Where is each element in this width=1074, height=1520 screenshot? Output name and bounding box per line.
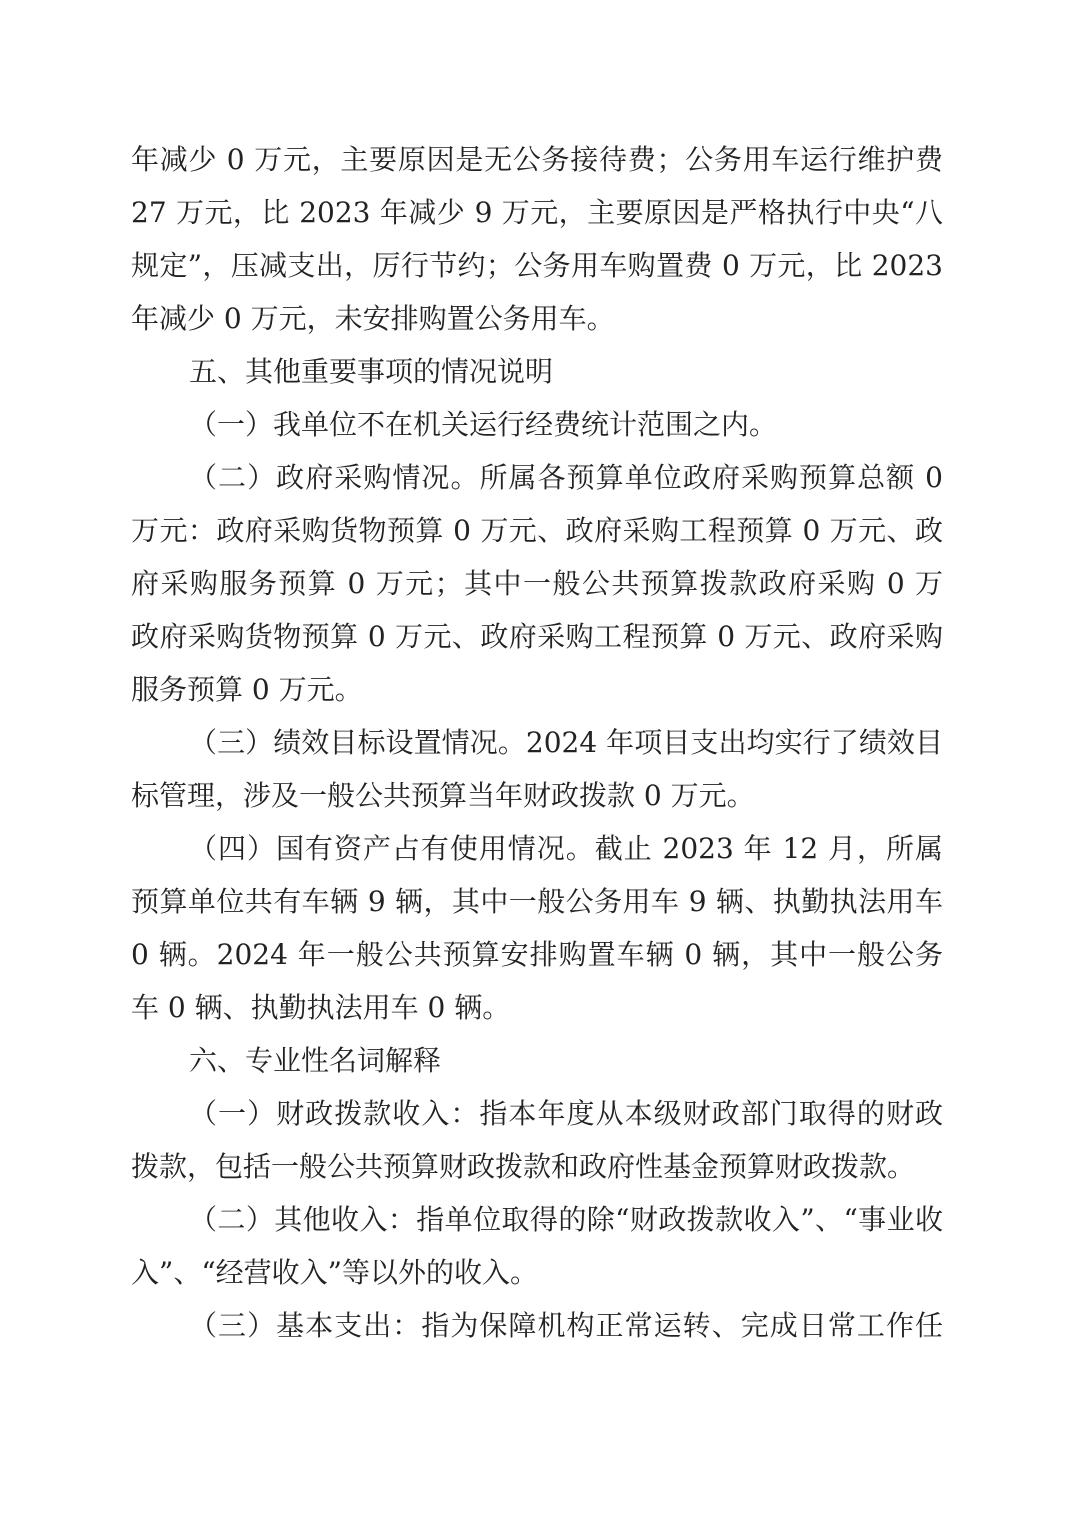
paragraph-fiscal-appropriation-income (131, 1087, 943, 1193)
text-line: （二）其他收入：指单位取得的除“财政拨款收入”、“事业收 (189, 1203, 943, 1236)
text-line: 0 辆。2024 年一般公共预算安排购置车辆 0 辆，其中一般公务 (131, 938, 943, 971)
text-line: 入”、“经营收入”等以外的收入。 (131, 1256, 538, 1289)
paragraph-government-procurement (131, 451, 943, 716)
text-line: 规定”，压减支出，厉行节约；公务用车购置费 0 万元，比 2023 (131, 249, 943, 282)
text-line: 万元：政府采购货物预算 0 万元、政府采购工程预算 0 万元、政 (131, 514, 943, 547)
text-line: 预算单位共有车辆 9 辆，其中一般公务用车 9 辆、执勤执法用车 (131, 885, 943, 918)
text-line: 27 万元，比 2023 年减少 9 万元，主要原因是严格执行中央“八 (131, 196, 943, 229)
paragraph-other-income (131, 1193, 943, 1299)
text-line: 服务预算 0 万元。 (131, 673, 363, 706)
text-line: 府采购服务预算 0 万元；其中一般公共预算拨款政府采购 0 万 (131, 567, 943, 600)
section-heading-glossary: 六、专业性名词解释 (189, 1044, 442, 1077)
paragraph-operating-funds (131, 398, 943, 451)
text-line: （一）财政拨款收入：指本年度从本级财政部门取得的财政 (189, 1097, 943, 1130)
text-line: 拨款，包括一般公共预算财政拨款和政府性基金预算财政拨款。 (131, 1150, 916, 1183)
text-line: （四）国有资产占有使用情况。截止 2023 年 12 月，所属 (189, 832, 943, 865)
text-line: 年减少 0 万元，未安排购置公务用车。 (131, 302, 615, 335)
section-heading-other-matters: 五、其他重要事项的情况说明 (189, 355, 554, 388)
text-line: （三）绩效目标设置情况。2024 年项目支出均实行了绩效目 (189, 726, 943, 759)
text-line: 标管理，涉及一般公共预算当年财政拨款 0 万元。 (131, 779, 755, 812)
text-line: 车 0 辆、执勤执法用车 0 辆。 (131, 991, 511, 1024)
paragraph-state-assets (131, 822, 943, 1034)
text-line: 年减少 0 万元，主要原因是无公务接待费；公务用车运行维护费 (131, 143, 943, 176)
paragraph-vehicle-expenses (131, 133, 943, 345)
text-line: （三）基本支出：指为保障机构正常运转、完成日常工作任 (189, 1309, 943, 1342)
paragraph-basic-expenditure (131, 1299, 943, 1352)
paragraph-performance-targets (131, 716, 943, 822)
document-body (131, 133, 943, 1352)
text-line: （二）政府采购情况。所属各预算单位政府采购预算总额 0 (189, 461, 943, 494)
text-line: 政府采购货物预算 0 万元、政府采购工程预算 0 万元、政府采购 (131, 620, 943, 653)
text-line: （一）我单位不在机关运行经费统计范围之内。 (189, 408, 778, 441)
